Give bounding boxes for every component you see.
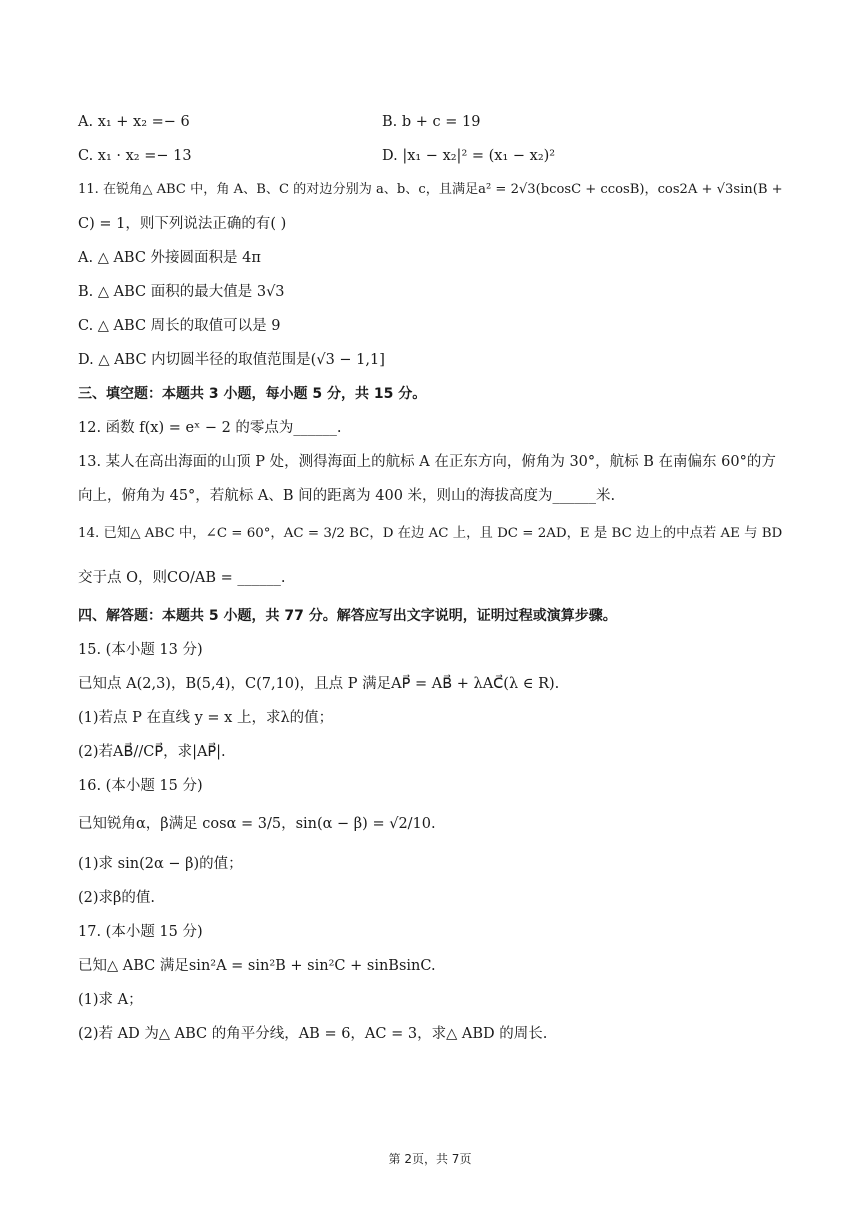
q15-title: 15. (本小题 13 分) <box>78 642 203 658</box>
q11-option-d: D. △ ABC 内切圆半径的取值范围是(√3 − 1,1] <box>78 352 385 368</box>
q11-option-b: B. △ ABC 面积的最大值是 3√3 <box>78 284 285 300</box>
q13-line1: 13. 某人在高出海面的山顶 P 处，测得海面上的航标 A 在正东方向，俯角为 30°，航标 B 在南偏东 60°的方 <box>78 454 776 470</box>
q16-part2: (2)求β的值. <box>78 890 156 906</box>
q12: 12. 函数 f(x) = eˣ − 2 的零点为______. <box>78 420 342 436</box>
q11-option-a: A. △ ABC 外接圆面积是 4π <box>78 250 261 266</box>
page-footer: 第 2页，共 7页 <box>388 1152 472 1166</box>
q10-option-c: C. x₁ · x₂ =− 13 <box>78 148 192 164</box>
q17-part1: (1)求 A； <box>78 992 143 1008</box>
q17-stem: 已知△ ABC 满足sin²A = sin²B + sin²C + sinBsinC. <box>78 958 436 974</box>
q16-title: 16. (本小题 15 分) <box>78 778 203 794</box>
q17-part2: (2)若 AD 为△ ABC 的角平分线，AB = 6，AC = 3，求△ ABD 的周长. <box>78 1026 548 1042</box>
q14-line2: 交于点 O，则CO/AB = ______. <box>78 570 286 586</box>
q16-part1: (1)求 sin(2α − β)的值； <box>78 856 243 872</box>
q11-stem-line1: 11. 在锐角△ ABC 中，角 A、B、C 的对边分别为 a、b、c，且满足a² = 2√3(bcosC + ccosB)，cos2A + √3sin(B + <box>78 182 783 197</box>
section3-heading: 三、填空题：本题共 3 小题，每小题 5 分，共 15 分。 <box>78 386 427 402</box>
q15-stem: 已知点 A(2,3)，B(5,4)，C(7,10)，且点 P 满足AP⃗ = AB⃗ + λAC⃗(λ ∈ R). <box>78 676 560 692</box>
q15-part2: (2)若AB⃗//CP⃗，求|AP⃗|. <box>78 744 226 760</box>
section4-heading: 四、解答题：本题共 5 小题，共 77 分。解答应写出文字说明，证明过程或演算步骤。 <box>78 608 617 624</box>
q15-part1: (1)若点 P 在直线 y = x 上，求λ的值； <box>78 710 334 726</box>
q11-option-c: C. △ ABC 周长的取值可以是 9 <box>78 318 281 334</box>
q11-stem-line2: C) = 1，则下列说法正确的有( ) <box>78 216 287 232</box>
q17-title: 17. (本小题 15 分) <box>78 924 203 940</box>
q14-line1: 14. 已知△ ABC 中，∠C = 60°，AC = 3/2 BC，D 在边 AC 上，且 DC = 2AD，E 是 BC 边上的中点若 AE 与 BD <box>78 526 783 541</box>
q10-option-d: D. |x₁ − x₂|² = (x₁ − x₂)² <box>382 148 556 164</box>
q10-option-b: B. b + c = 19 <box>382 114 481 130</box>
q10-option-a: A. x₁ + x₂ =− 6 <box>78 114 190 130</box>
q13-line2: 向上，俯角为 45°，若航标 A、B 间的距离为 400 米，则山的海拔高度为______米. <box>78 488 616 504</box>
q16-stem: 已知锐角α，β满足 cosα = 3/5，sin(α − β) = √2/10. <box>78 816 436 832</box>
